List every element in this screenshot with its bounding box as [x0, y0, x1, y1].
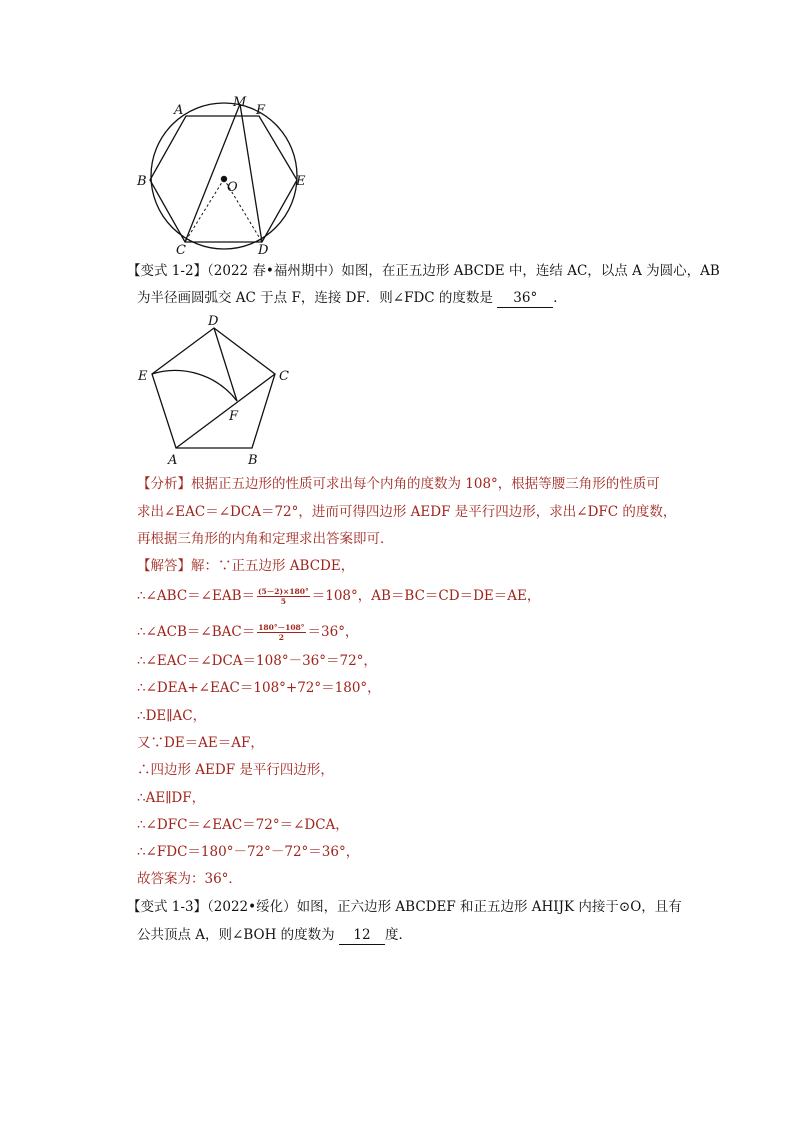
label-c: C	[176, 243, 186, 258]
problem-1-3-text2: 公共顶点 A，则∠BOH 的度数为	[137, 927, 335, 943]
diagonal-ac	[176, 374, 275, 448]
solution-intro-text: 解：∵正五边形 ABCDE，	[191, 558, 355, 574]
problem-1-3-line2	[137, 926, 412, 945]
label-f: F	[256, 103, 266, 118]
solution-step1-post: ＝108°，AB＝BC＝CD＝DE＝AE，	[311, 588, 541, 604]
solution-step2-pre: ∴∠ACB＝∠BAC＝	[137, 624, 256, 640]
label-f2: F	[229, 409, 239, 424]
analysis-line1	[137, 475, 660, 493]
solution-step2-post: ＝36°，	[307, 624, 359, 640]
analysis-text2: 求出∠EAC＝∠DCA＝72°，进而可得四边形 AEDF 是平行四边形，求出∠DFC 的度数，	[137, 504, 677, 520]
label-d: D	[258, 243, 269, 258]
solution-step6	[137, 734, 264, 752]
label-b2: B	[248, 453, 258, 468]
label-b: B	[137, 174, 147, 189]
analysis-text1: 根据正五边形的性质可求出每个内角的度数为 108°，根据等腰三角形的性质可	[191, 476, 660, 492]
solution-step4	[137, 679, 381, 697]
figure-hexagon-in-circle	[130, 90, 320, 260]
analysis-line2	[137, 503, 676, 521]
problem-1-2-end: ．	[553, 290, 567, 306]
segment-oc	[185, 179, 224, 242]
solution-step1	[137, 581, 540, 611]
label-a2: A	[168, 453, 178, 468]
problem-1-2-line1	[127, 262, 720, 280]
solution-step4-text: ∴∠DEA+∠EAC＝108°+72°＝180°，	[137, 680, 381, 696]
label-a: A	[174, 103, 184, 118]
solution-step5	[137, 707, 206, 725]
figure-pentagon	[130, 310, 300, 470]
analysis-tag: 【分析】	[137, 476, 191, 492]
problem-1-2-answer: 36°	[497, 289, 553, 308]
solution-tag: 【解答】	[137, 558, 191, 574]
label-c2: C	[279, 369, 289, 384]
solution-step8	[137, 789, 205, 807]
problem-1-2-line2	[137, 289, 567, 308]
problem-1-3-tag: 【变式 1-3】	[127, 899, 208, 915]
fraction-1-numerator: (5－2)×180°	[258, 587, 309, 596]
solution-step3-text: ∴∠EAC＝∠DCA＝108°－36°＝72°，	[137, 653, 377, 669]
solution-step3	[137, 652, 377, 670]
solution-step6-text: 又∵DE＝AE＝AF，	[137, 735, 264, 751]
problem-1-3-source: （2022•绥化）	[207, 899, 297, 915]
segment-df	[214, 328, 237, 401]
label-e: E	[296, 174, 306, 189]
solution-step2	[137, 617, 358, 647]
problem-1-2-source: （2022 春•福州期中）	[207, 263, 342, 279]
problem-1-2-tag: 【变式 1-2】	[127, 263, 208, 279]
solution-intro	[137, 557, 354, 575]
solution-step10-text: ∴∠FDC＝180°－72°－72°＝36°，	[137, 844, 360, 860]
analysis-text3: 再根据三角形的内角和定理求出答案即可．	[137, 531, 394, 547]
segment-md	[240, 104, 262, 242]
label-m: M	[233, 95, 247, 110]
label-d2: D	[208, 314, 219, 329]
problem-1-3-end: 度．	[384, 927, 412, 943]
solution-step7	[137, 761, 334, 779]
solution-step1-pre: ∴∠ABC＝∠EAB＝	[137, 588, 255, 604]
problem-1-2-text2: 为半径画圆弧交 AC 于点 F，连接 DF．则∠FDC 的度数是	[137, 290, 493, 306]
arc-ef	[152, 370, 237, 401]
segment-mc	[185, 104, 240, 242]
fraction-2-numerator: 180°－108°	[258, 623, 305, 632]
problem-1-3-line1	[127, 898, 682, 916]
solution-conclusion-text: 故答案为：36°．	[137, 871, 242, 887]
problem-1-2-text1: 如图，在正五边形 ABCDE 中，连结 AC，以点 A 为圆心，AB	[341, 263, 720, 279]
solution-step8-text: ∴AE∥DF，	[137, 790, 206, 806]
solution-step9	[137, 816, 349, 834]
problem-1-3-text1: 如图，正六边形 ABCDEF 和正五边形 AHIJK 内接于⊙O，且有	[296, 899, 682, 915]
fraction-2-denominator: 2	[278, 633, 284, 642]
fraction-2	[257, 623, 305, 642]
label-o: O	[227, 180, 238, 195]
solution-step10	[137, 843, 359, 861]
solution-step5-text: ∴DE∥AC，	[137, 708, 207, 724]
solution-step7-text: ∴四边形 AEDF 是平行四边形，	[137, 762, 334, 778]
problem-1-3-answer: 12	[339, 926, 385, 945]
fraction-1-denominator: 5	[280, 597, 286, 606]
analysis-line3	[137, 530, 394, 548]
solution-conclusion	[137, 870, 242, 888]
label-e2: E	[138, 369, 148, 384]
fraction-1	[257, 587, 310, 606]
solution-step9-text: ∴∠DFC＝∠EAC＝72°＝∠DCA，	[137, 817, 349, 833]
